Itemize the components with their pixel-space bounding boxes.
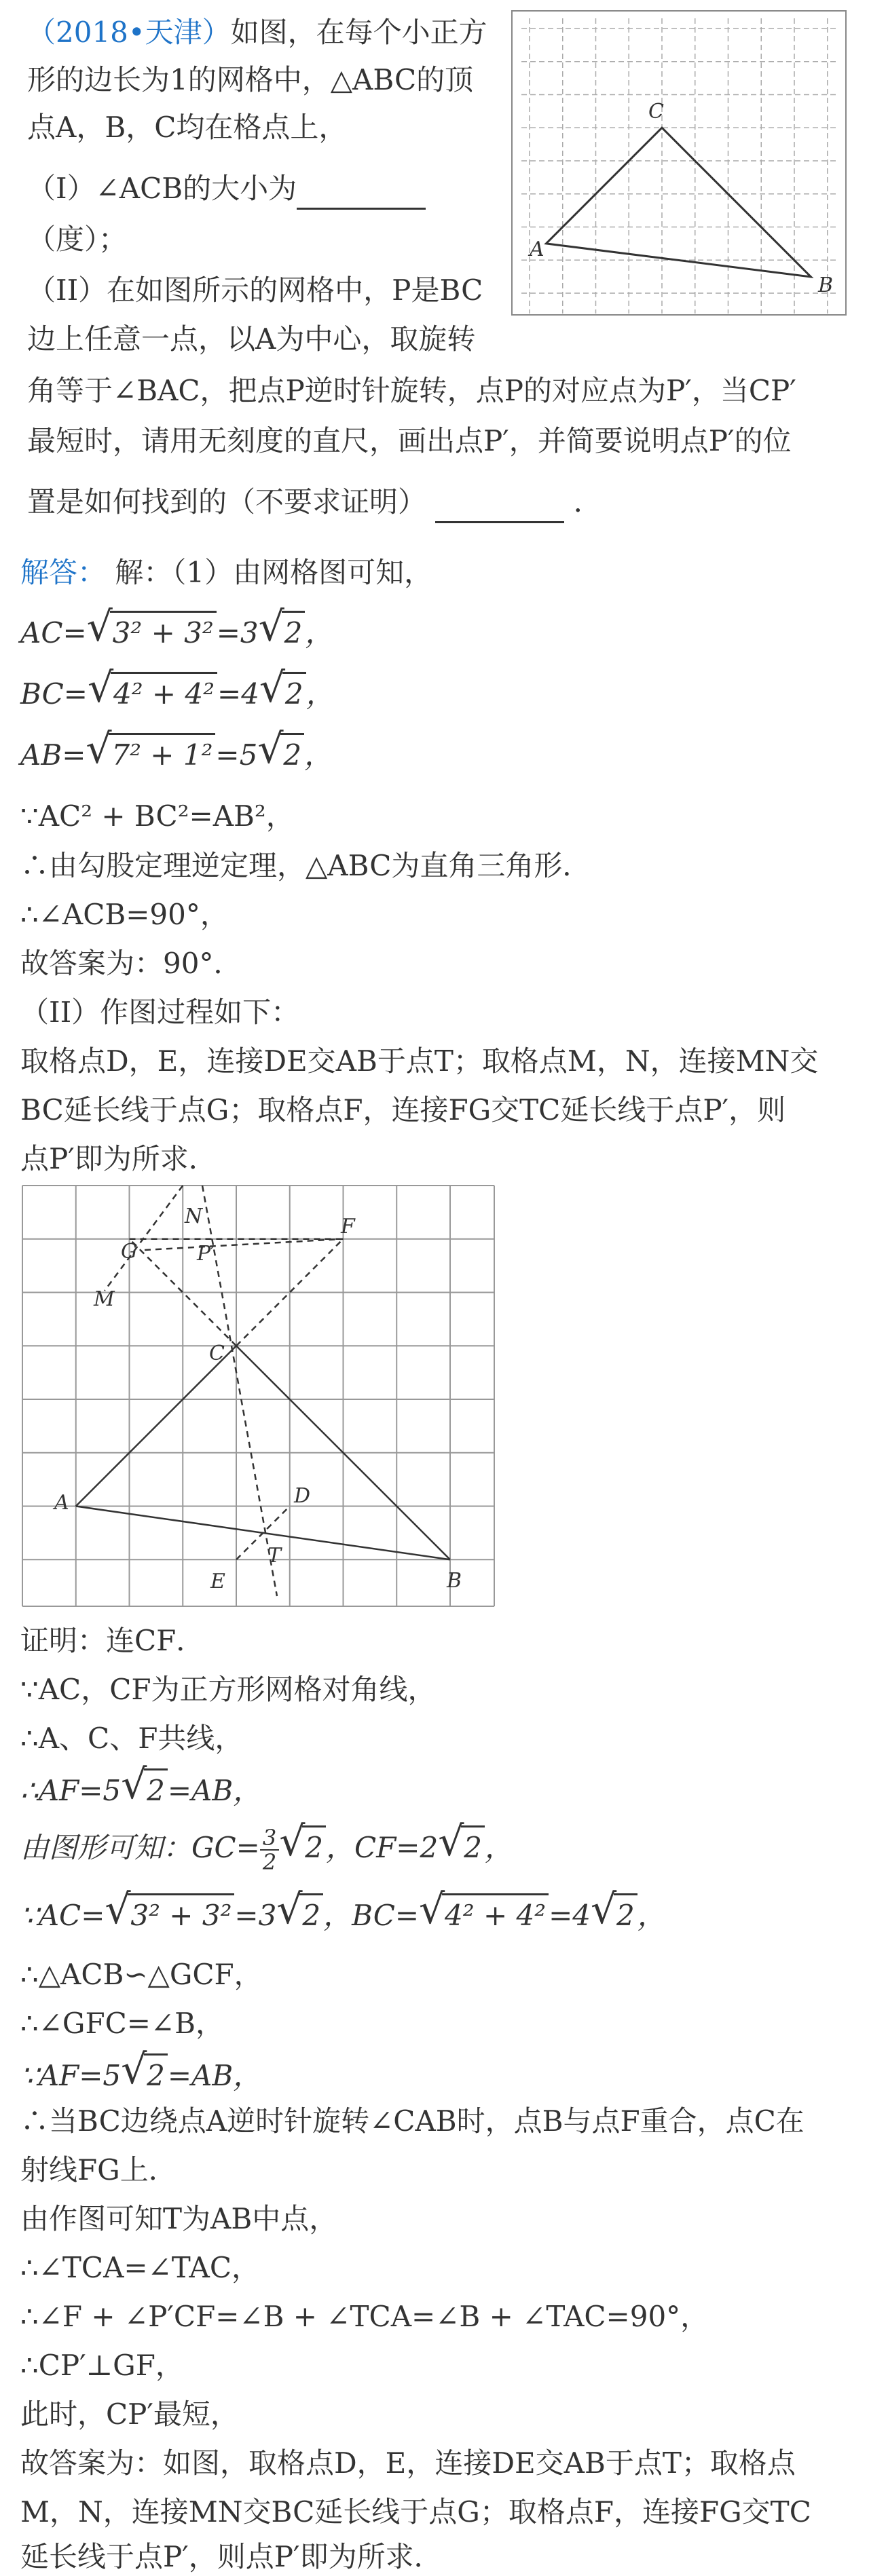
answer-line: ∵AC² + BC²=AB²，	[20, 799, 295, 833]
point-label-g: G	[121, 1240, 137, 1264]
proof-line: ∴CP′⊥GF，	[20, 2349, 184, 2382]
proof-line: 射线FG上．	[20, 2153, 177, 2186]
answer-line: 取格点D，E，连接DE交AB于点T；取格点M，N，连接MN交	[20, 1044, 819, 1078]
question-line: 置是如何找到的（不要求证明） ．	[27, 483, 602, 523]
question-line: 点A，B，C均在格点上，	[27, 111, 348, 144]
answer-line: ∴由勾股定理逆定理，△ABC为直角三角形．	[20, 849, 591, 882]
question-line: （度）；	[27, 223, 128, 256]
proof-line: ∴∠TCA=∠TAC，	[20, 2251, 260, 2284]
proof-line: ∴AF=5 √ 2=AB，	[20, 1761, 262, 1808]
point-label-p-prime: P′	[197, 1242, 215, 1266]
answer-blank	[297, 170, 426, 210]
answer-label: 解答：	[20, 556, 107, 589]
proof-line: ∵AC，CF为正方形网格对角线，	[20, 1673, 437, 1706]
answer-line: ∴∠ACB=90°，	[20, 898, 229, 931]
proof-line: 证明：连CF．	[20, 1624, 205, 1657]
point-label-t: T	[267, 1544, 282, 1568]
point-label-d: D	[294, 1484, 311, 1508]
point-label-a: A	[54, 1491, 69, 1515]
proof-line: 故答案为：如图，取格点D，E，连接DE交AB于点T；取格点	[20, 2446, 796, 2480]
question-line: 边上任意一点，以A为中心，取旋转	[27, 322, 476, 356]
proof-line: ∴△ACB∽△GCF，	[20, 1958, 263, 1991]
formula-bc: BC= √ 4² + 4²=4 √ 2，	[20, 664, 335, 712]
point-label-e: E	[210, 1570, 225, 1593]
question-line: （2018•天津）如图，在每个小正方	[27, 16, 487, 49]
proof-line: 此时，CP′最短，	[20, 2398, 239, 2431]
answer-line: 点P′即为所求．	[20, 1142, 217, 1175]
point-label-n: N	[185, 1205, 203, 1228]
proof-line: ∴∠GFC=∠B，	[20, 2007, 224, 2040]
proof-line: 延长线于点P′，则点P′即为所求．	[20, 2540, 443, 2573]
proof-line: 由图形可知：GC= $\frac{3}{2}$ √ 2，CF=2 √ 2，	[20, 1818, 513, 1875]
answer-line: 解答： 解：（1）由网格图可知，	[20, 556, 433, 589]
point-label-b: B	[447, 1569, 462, 1593]
question-line: 角等于∠BAC，把点P逆时针旋转，点P的对应点为P′，当CP′	[27, 374, 796, 407]
proof-line: ∴∠F + ∠P′CF=∠B + ∠TCA=∠B + ∠TAC=90°，	[20, 2300, 709, 2333]
point-label-m: M	[94, 1287, 115, 1311]
proof-line: 由作图可知T为AB中点，	[20, 2202, 338, 2235]
point-label-c: C	[209, 1342, 225, 1365]
question-line: 最短时，请用无刻度的直尺，画出点P′，并简要说明点P′的位	[27, 424, 792, 457]
construction-grid-figure	[19, 1182, 498, 1613]
vertex-label-c: C	[648, 100, 664, 124]
proof-line: M，N，连接MN交BC延长线于点G；取格点F，连接FG交TC	[20, 2495, 811, 2528]
question-line: （II）在如图所示的网格中，P是BC	[27, 273, 483, 307]
answer-line: 故答案为：90°．	[20, 947, 242, 980]
proof-line: ∵AF=5 √ 2=AB，	[20, 2046, 262, 2094]
question-line: 形的边长为1的网格中，△ABC的顶	[27, 63, 474, 96]
answer-line: （II）作图过程如下：	[20, 996, 300, 1029]
point-label-f: F	[341, 1215, 355, 1238]
triangle-grid-figure	[509, 8, 849, 318]
vertex-label-b: B	[818, 273, 834, 297]
formula-ab: AB= √ 7² + 1²=5 √ 2，	[20, 725, 333, 773]
question-source: （2018•天津）	[27, 16, 231, 49]
formula-ac: AC= √ 3² + 3²=3 √ 2，	[20, 603, 334, 651]
vertex-label-a: A	[530, 238, 544, 261]
answer-blank	[435, 483, 564, 523]
answer-line: BC延长线于点G；取格点F，连接FG交TC延长线于点P′，则	[20, 1093, 786, 1126]
proof-line: ∴A、C、F共线，	[20, 1722, 244, 1755]
proof-line: ∴当BC边绕点A逆时针旋转∠CAB时，点B与点F重合，点C在	[20, 2104, 805, 2138]
proof-line: ∵AC= √ 3² + 3²=3 √ 2，BC= √ 4² + 4²=4 √ 2，	[20, 1886, 666, 1933]
question-line: （I）∠ACB的大小为	[27, 170, 426, 210]
